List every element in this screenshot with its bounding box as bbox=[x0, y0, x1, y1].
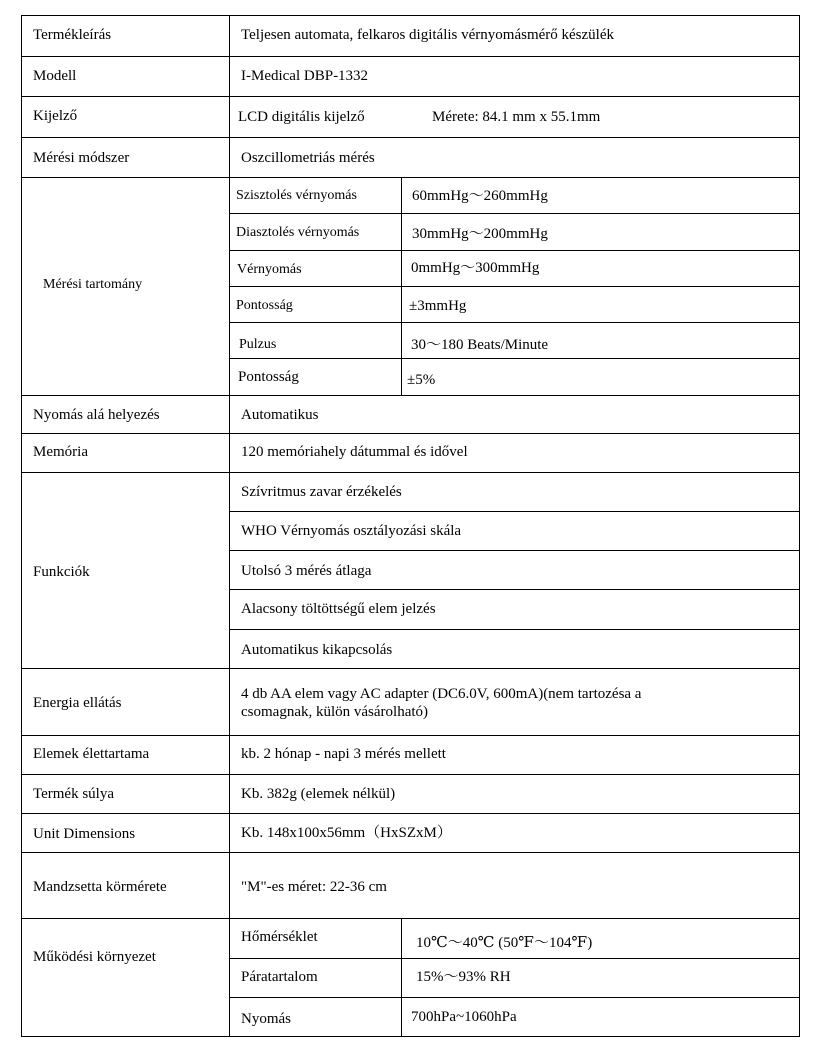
function-item: WHO Vérnyomás osztályozási skála bbox=[241, 523, 462, 539]
table-border-bottom bbox=[21, 1036, 800, 1037]
value-pressurization: Automatikus bbox=[241, 407, 319, 423]
label-environment: Működési környezet bbox=[33, 949, 156, 965]
env-value-humidity: 15%～93% RH bbox=[416, 969, 511, 985]
label-display: Kijelző bbox=[33, 108, 78, 124]
value-weight: Kb. 382g (elemek nélkül) bbox=[241, 786, 396, 802]
value-display: LCD digitális kijelző bbox=[238, 109, 365, 125]
subcolumn-divider bbox=[401, 918, 402, 1036]
table-border-left bbox=[21, 15, 22, 1037]
range-label-accuracy: Pontosság bbox=[236, 298, 293, 313]
row-divider bbox=[21, 668, 800, 669]
subrow-divider bbox=[229, 629, 800, 630]
range-value-pressure: 0mmHg～300mmHg bbox=[411, 260, 540, 276]
subrow-divider bbox=[229, 286, 799, 287]
function-item: Alacsony töltöttségű elem jelzés bbox=[241, 601, 436, 617]
table-border-top bbox=[21, 15, 800, 16]
value-battery-life: kb. 2 hónap - napi 3 mérés mellett bbox=[241, 746, 446, 762]
subrow-divider bbox=[229, 589, 800, 590]
value-display-size: Mérete: 84.1 mm x 55.1mm bbox=[432, 109, 601, 125]
value-memory: 120 memóriahely dátummal és idővel bbox=[241, 444, 468, 460]
function-item: Szívritmus zavar érzékelés bbox=[241, 484, 402, 500]
label-dimensions: Unit Dimensions bbox=[33, 826, 136, 842]
subrow-divider bbox=[229, 250, 799, 251]
value-dimensions: Kb. 148x100x56mm（HxSZxM） bbox=[241, 825, 452, 841]
env-label-pressure: Nyomás bbox=[241, 1011, 291, 1027]
row-divider bbox=[21, 735, 800, 736]
table-border-right bbox=[799, 15, 800, 1037]
label-cuff: Mandzsetta körmérete bbox=[33, 879, 167, 895]
row-divider bbox=[21, 918, 800, 919]
row-divider bbox=[21, 852, 800, 853]
range-label-systolic: Szisztolés vérnyomás bbox=[236, 188, 357, 203]
label-battery-life: Elemek élettartama bbox=[33, 746, 150, 762]
label-functions: Funkciók bbox=[33, 564, 90, 580]
subrow-divider bbox=[229, 213, 799, 214]
subrow-divider bbox=[229, 550, 800, 551]
range-value-systolic: 60mmHg～260mmHg bbox=[412, 188, 548, 204]
range-label-diastolic: Diasztolés vérnyomás bbox=[236, 225, 360, 240]
label-measuring-range: Mérési tartomány bbox=[43, 277, 143, 292]
subrow-divider bbox=[229, 958, 800, 959]
label-method: Mérési módszer bbox=[33, 150, 130, 166]
label-model: Modell bbox=[33, 68, 77, 84]
label-power: Energia ellátás bbox=[33, 695, 122, 711]
range-label-pulse: Pulzus bbox=[239, 337, 277, 352]
range-label-pressure: Vérnyomás bbox=[237, 262, 302, 277]
env-label-humidity: Páratartalom bbox=[241, 969, 318, 985]
subrow-divider bbox=[229, 997, 800, 998]
row-divider bbox=[21, 774, 800, 775]
value-method: Oszcillometriás mérés bbox=[241, 150, 375, 166]
subcolumn-divider bbox=[401, 177, 402, 395]
subrow-divider bbox=[229, 511, 800, 512]
row-divider bbox=[21, 96, 800, 97]
label-product-description: Termékleírás bbox=[33, 27, 112, 43]
range-value-diastolic: 30mmHg～200mmHg bbox=[412, 226, 548, 242]
range-value-accuracy: ±3mmHg bbox=[409, 298, 467, 314]
env-value-temperature: 10℃～40℃ (50℉～104℉) bbox=[416, 935, 593, 951]
value-model: I-Medical DBP-1332 bbox=[241, 68, 369, 84]
value-cuff: "M"-es méret: 22-36 cm bbox=[241, 879, 387, 895]
label-memory: Memória bbox=[33, 444, 88, 460]
range-value-pulse-accuracy: ±5% bbox=[407, 372, 436, 388]
label-pressurization: Nyomás alá helyezés bbox=[33, 407, 160, 423]
value-product-description: Teljesen automata, felkaros digitális vérnyomásmérő készülék bbox=[241, 27, 614, 43]
subrow-divider bbox=[229, 358, 799, 359]
row-divider bbox=[21, 395, 800, 396]
label-weight: Termék súlya bbox=[33, 786, 115, 802]
function-item: Utolsó 3 mérés átlaga bbox=[241, 563, 372, 579]
value-power: 4 db AA elem vagy AC adapter (DC6.0V, 600mA)(nem tartozésa a csomagnak, külön vásárolható) bbox=[241, 686, 642, 720]
row-divider bbox=[21, 433, 800, 434]
env-label-temperature: Hőmérséklet bbox=[241, 929, 318, 945]
row-divider bbox=[21, 137, 800, 138]
function-item: Automatikus kikapcsolás bbox=[241, 642, 393, 658]
range-value-pulse: 30～180 Beats/Minute bbox=[411, 337, 549, 353]
range-label-pulse-accuracy: Pontosság bbox=[238, 369, 299, 385]
row-divider bbox=[21, 177, 800, 178]
row-divider bbox=[21, 472, 800, 473]
subrow-divider bbox=[229, 322, 799, 323]
row-divider bbox=[21, 56, 800, 57]
env-value-pressure: 700hPa~1060hPa bbox=[411, 1009, 517, 1025]
column-divider bbox=[229, 15, 230, 1037]
row-divider bbox=[21, 813, 800, 814]
